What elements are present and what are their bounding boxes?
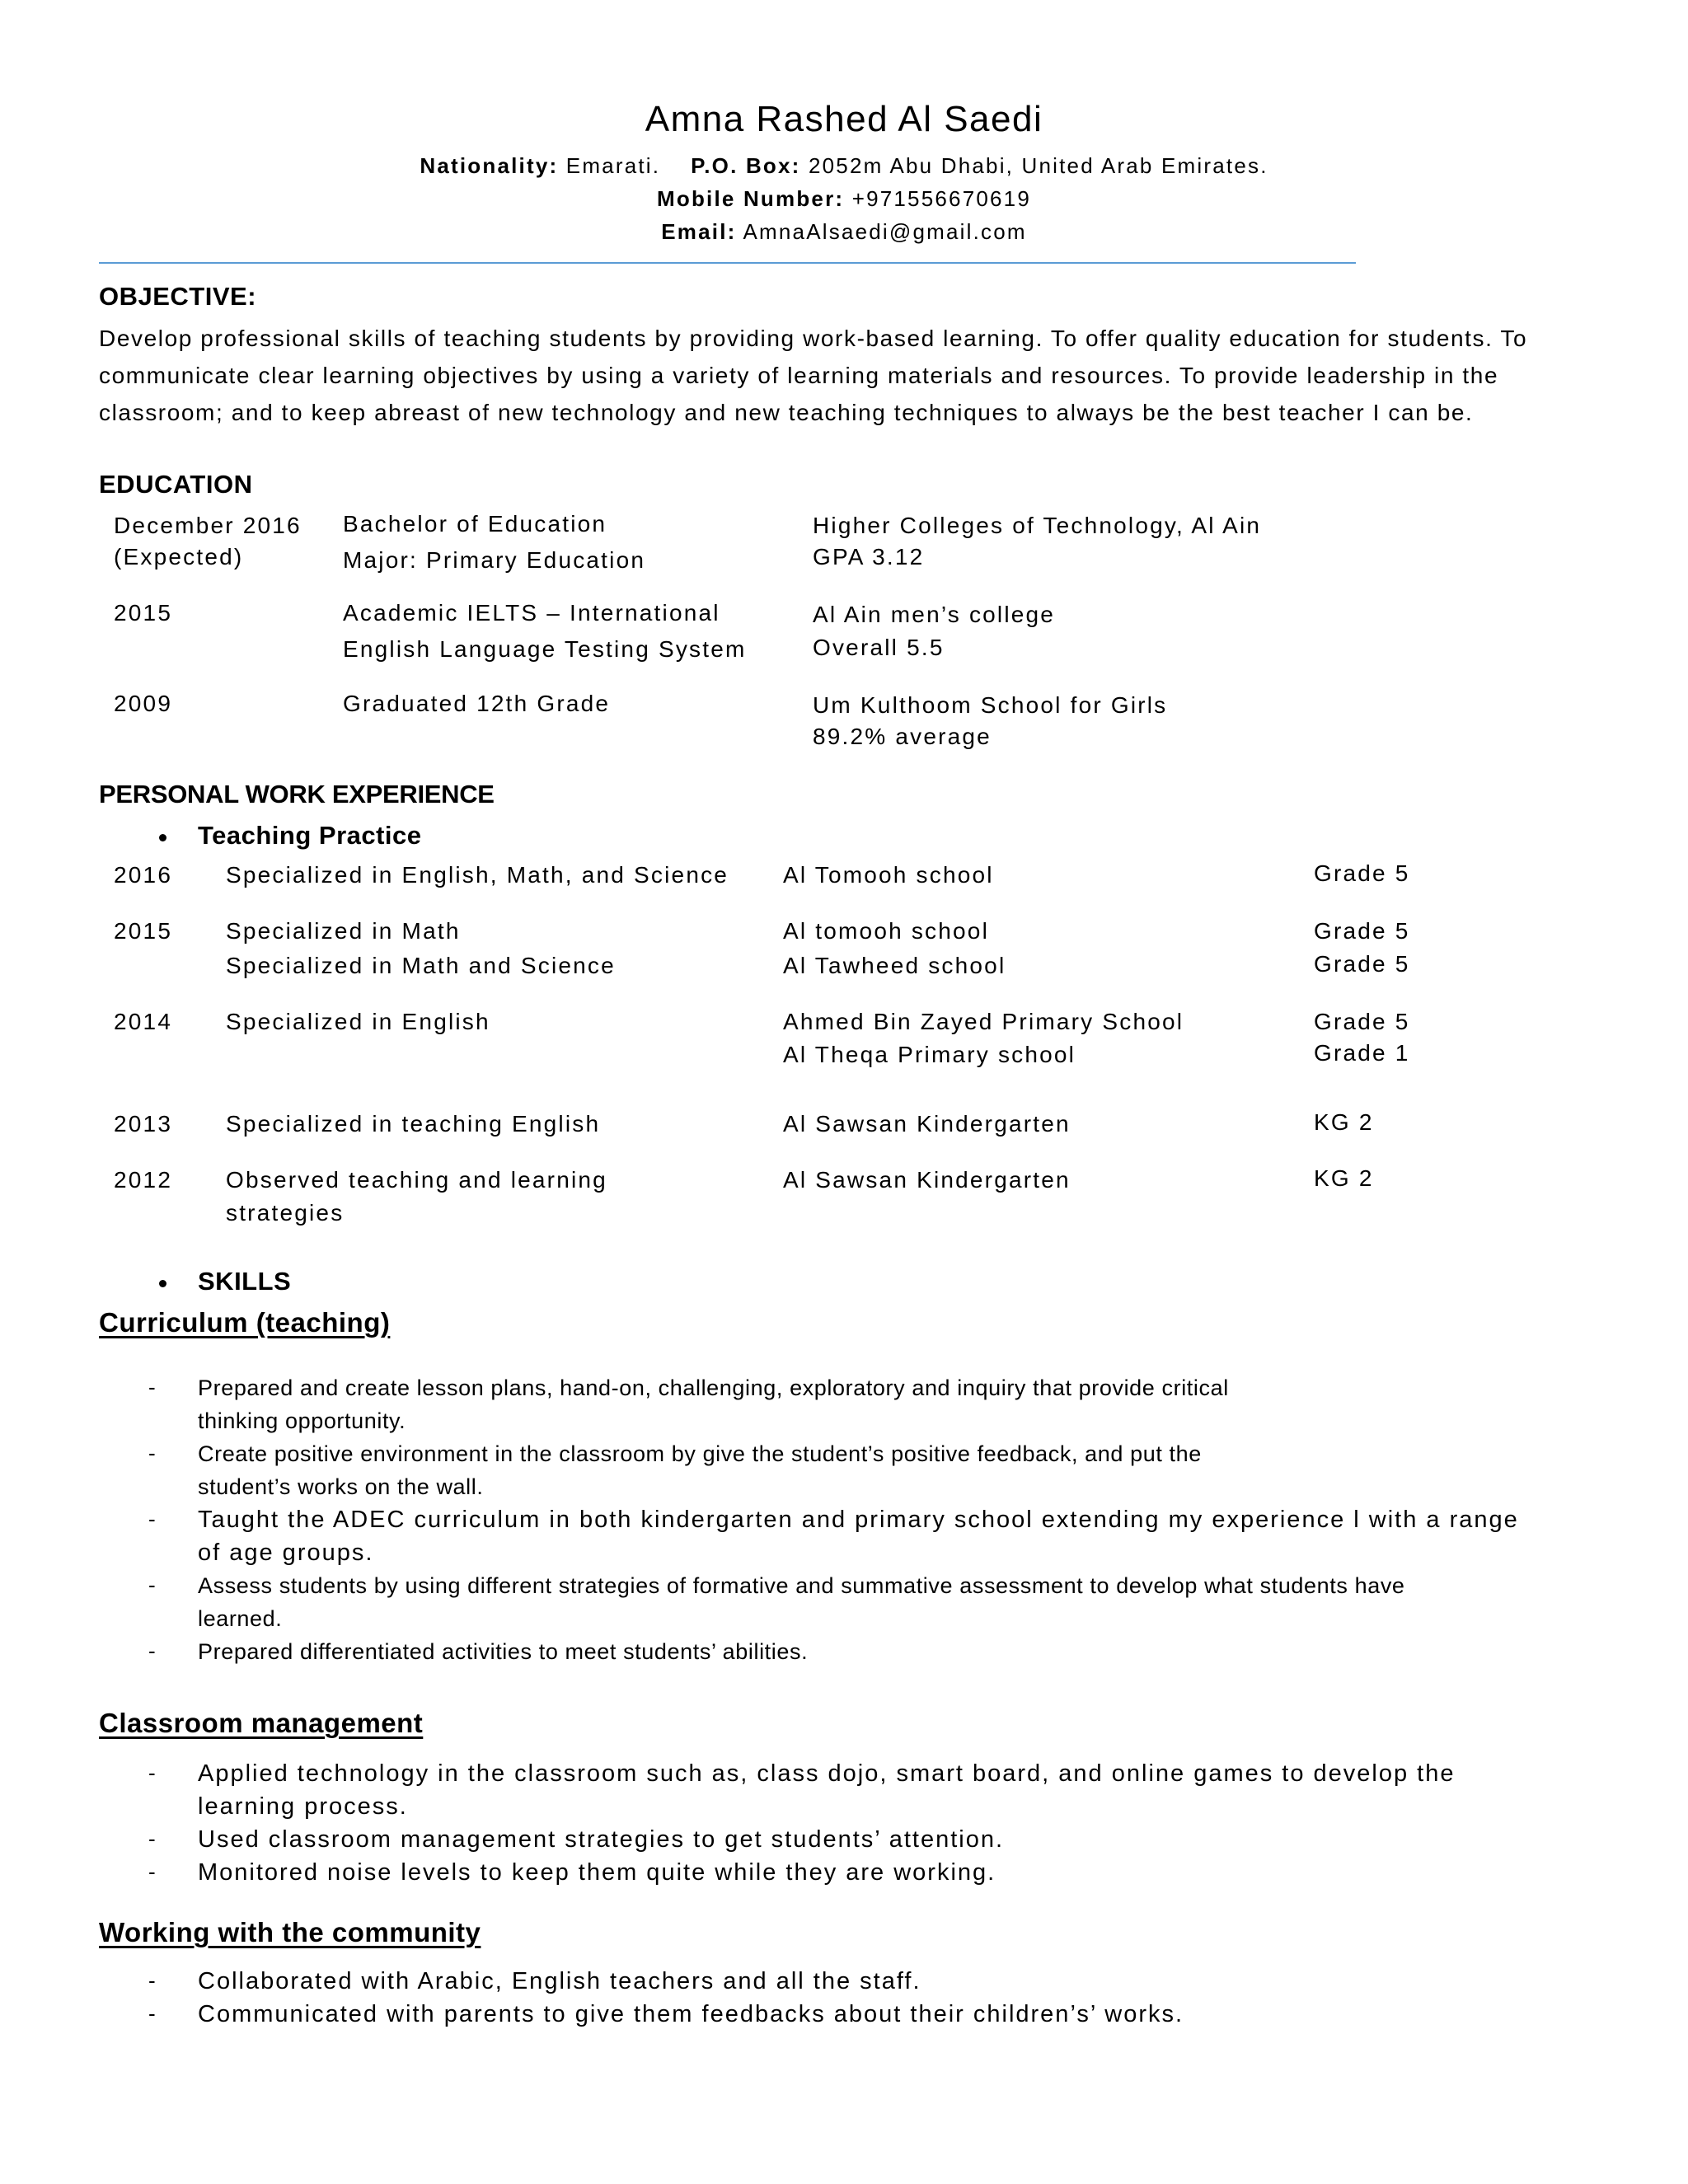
exp-grade: Grade 5: [1314, 1009, 1410, 1034]
edu-result: GPA 3.12: [813, 544, 925, 569]
pobox-value: 2052m Abu Dhabi, United Arab Emirates.: [808, 153, 1268, 178]
exp-school: Al Sawsan Kindergarten: [783, 1111, 1071, 1137]
experience-heading: PERSONAL WORK EXPERIENCE: [99, 780, 495, 808]
exp-school: Al Tomooh school: [783, 862, 994, 888]
list-marker: -: [148, 1441, 156, 1465]
edu-degree-detail: English Language Testing System: [343, 636, 747, 662]
curriculum-item: Assess students by using different strategies of formative and summative assessment to develop what students have learned.: [198, 1573, 1405, 1631]
edu-result: 89.2% average: [813, 724, 992, 749]
curriculum-item: Create positive environment in the classroom by give the student’s positive feedback, and put the student’s works on the wall.: [198, 1441, 1202, 1499]
classroom-item: Used classroom management strategies to get students’ attention.: [198, 1826, 1005, 1853]
list-marker: -: [148, 1375, 156, 1399]
skills-heading: SKILLS: [198, 1267, 292, 1296]
exp-specialization: Specialized in Math and Science: [226, 953, 616, 978]
pobox-label: P.O. Box:: [691, 153, 801, 178]
edu-major: Major: Primary Education: [343, 547, 646, 573]
edu-date: 2015: [114, 600, 173, 626]
edu-institution: Um Kulthoom School for Girls: [813, 692, 1168, 718]
bullet-dot: [159, 834, 166, 841]
community-item: Communicated with parents to give them feedbacks about their children’s’ works.: [198, 2001, 1184, 2027]
exp-grade: KG 2: [1314, 1165, 1374, 1191]
list-marker: -: [148, 1859, 156, 1884]
exp-school: Al Theqa Primary school: [783, 1042, 1076, 1067]
exp-school: Al Tawheed school: [783, 953, 1006, 978]
list-marker: -: [148, 1638, 156, 1663]
community-item: Collaborated with Arabic, English teachers and all the staff.: [198, 1968, 921, 1994]
exp-specialization: Specialized in English: [226, 1009, 490, 1034]
candidate-name: Amna Rashed Al Saedi: [645, 99, 1043, 139]
teaching-practice-heading: Teaching Practice: [198, 821, 422, 850]
exp-year: 2015: [114, 918, 173, 944]
education-heading: EDUCATION: [99, 470, 253, 499]
header-divider: [99, 262, 1356, 264]
edu-date: December 2016: [114, 513, 302, 538]
objective-heading: OBJECTIVE:: [99, 282, 257, 311]
edu-date-note: (Expected): [114, 544, 244, 569]
edu-institution: Higher Colleges of Technology, Al Ain: [813, 513, 1262, 538]
mobile-label: Mobile Number:: [657, 186, 845, 211]
exp-grade: Grade 1: [1314, 1040, 1410, 1066]
exp-grade: Grade 5: [1314, 951, 1410, 977]
nationality-value: Emarati.: [565, 153, 661, 178]
mobile-value: +971556670619: [851, 186, 1031, 211]
curriculum-item: Prepared differentiated activities to meet students’ abilities.: [198, 1639, 809, 1664]
edu-result: Overall 5.5: [813, 635, 945, 660]
exp-school: Al tomooh school: [783, 918, 989, 944]
classroom-item: Applied technology in the classroom such as, class dojo, smart board, and online games to develop the learning process.: [198, 1760, 1456, 1820]
exp-year: 2012: [114, 1167, 173, 1193]
list-marker: -: [148, 1760, 156, 1785]
classroom-item: Monitored noise levels to keep them quite while they are working.: [198, 1859, 996, 1886]
objective-text: Develop professional skills of teaching students by providing work-based learning. To offer quality education for students. To communicate clear learning objectives by using a variety of learning materials and resources. To provide leadership in the classroom; and to keep abreast of new technology and new teaching techniques to always be the best teacher I can be.: [99, 326, 1528, 425]
edu-degree: Bachelor of Education: [343, 511, 607, 537]
email-value[interactable]: AmnaAlsaedi@gmail.com: [743, 219, 1027, 244]
email-label: Email:: [661, 219, 737, 244]
nationality-label: Nationality:: [420, 153, 559, 178]
exp-grade: KG 2: [1314, 1109, 1374, 1135]
mobile-line: [0, 186, 1688, 212]
edu-institution: Al Ain men’s college: [813, 602, 1056, 627]
exp-school: Ahmed Bin Zayed Primary School: [783, 1009, 1184, 1034]
exp-grade: Grade 5: [1314, 860, 1410, 886]
exp-year: 2013: [114, 1111, 173, 1137]
curriculum-heading: Curriculum (teaching): [99, 1307, 391, 1338]
list-marker: -: [148, 1826, 156, 1851]
exp-specialization: strategies: [226, 1200, 345, 1226]
exp-school: Al Sawsan Kindergarten: [783, 1167, 1071, 1193]
bullet-dot: [159, 1280, 166, 1287]
email-line: [0, 219, 1688, 245]
exp-year: 2014: [114, 1009, 173, 1034]
edu-degree: Graduated 12th Grade: [343, 691, 611, 716]
exp-year: 2016: [114, 862, 173, 888]
curriculum-item: Prepared and create lesson plans, hand-on, challenging, exploratory and inquiry that provide critical thinking opportunity.: [198, 1376, 1229, 1433]
list-marker: -: [148, 1507, 156, 1531]
list-marker: -: [148, 1572, 156, 1597]
exp-specialization: Observed teaching and learning: [226, 1167, 607, 1193]
exp-grade: Grade 5: [1314, 918, 1410, 944]
nationality-line: [0, 153, 1688, 179]
list-marker: -: [148, 2001, 156, 2026]
classroom-management-heading: Classroom management: [99, 1708, 424, 1738]
list-marker: -: [148, 1968, 156, 1993]
curriculum-item: Taught the ADEC curriculum in both kindergarten and primary school extending my experience l with a range of age groups.: [198, 1507, 1519, 1566]
exp-specialization: Specialized in Math: [226, 918, 461, 944]
exp-specialization: Specialized in teaching English: [226, 1111, 601, 1137]
edu-date: 2009: [114, 691, 173, 716]
edu-degree: Academic IELTS – International: [343, 600, 720, 626]
exp-specialization: Specialized in English, Math, and Science: [226, 862, 729, 888]
community-heading: Working with the community: [99, 1917, 481, 1947]
